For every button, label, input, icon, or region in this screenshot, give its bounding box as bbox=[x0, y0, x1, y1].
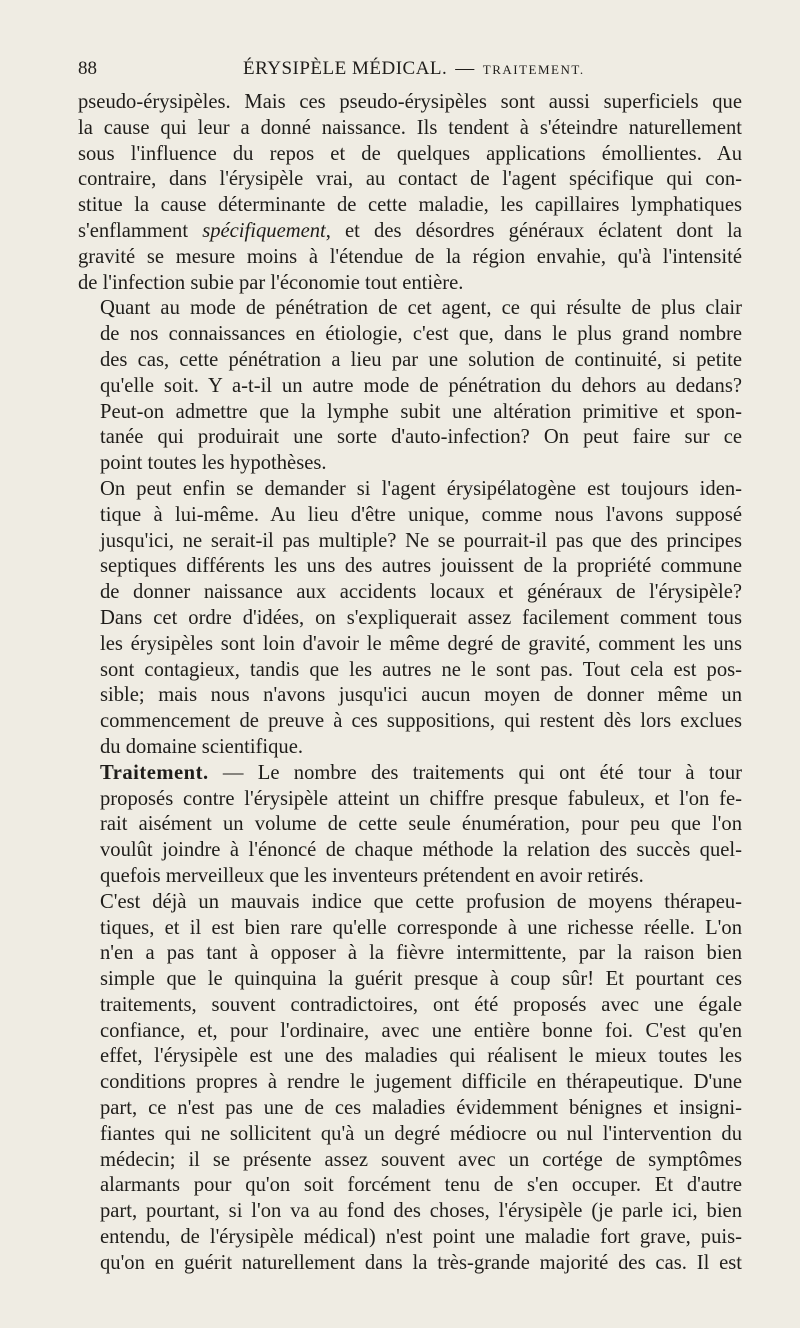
text-line bbox=[78, 219, 742, 245]
text-line: septiques différents les uns des autres jouissent de la propriété commune bbox=[100, 555, 742, 578]
text-line: conditions propres à rendre le jugement difficile en thérapeutique. D'une bbox=[100, 1071, 742, 1094]
text-line: pseudo-érysipèles. Mais ces pseudo-érysipèles sont aussi superficiels que bbox=[78, 91, 742, 113]
text-line bbox=[78, 761, 742, 787]
text-line: effet, l'érysipèle est une des maladies qui réalisent le mieux toutes les bbox=[100, 1045, 742, 1068]
text-line: Peut-on admettre que la lymphe subit une altération primitive et spon- bbox=[100, 400, 742, 423]
title-separator: — bbox=[455, 58, 475, 79]
text-line: point toutes les hypothèses. bbox=[100, 452, 327, 475]
text-line: C'est déjà un mauvais indice que cette profusion de moyens thérapeu- bbox=[100, 890, 742, 913]
text-run: s'enflamment bbox=[78, 219, 203, 242]
running-title bbox=[243, 58, 585, 80]
text-line: voulût joindre à l'énoncé de chaque méthode la relation des succès quel- bbox=[100, 839, 742, 862]
text-line: des cas, cette pénétration a lieu par une solution de continuité, si petite bbox=[100, 348, 742, 371]
paragraph-3 bbox=[78, 477, 742, 761]
text-line: sont contagieux, tandis que les autres ne le sont pas. Tout cela est pos- bbox=[100, 658, 742, 681]
text-line: proposés contre l'érysipèle atteint un chiffre presque fabuleux, et l'on fe- bbox=[100, 787, 742, 810]
text-line: quefois merveilleux que les inventeurs prétendent en avoir retirés. bbox=[100, 864, 644, 887]
text-line: qu'on en guérit naturellement dans la très-grande majorité des cas. Il est bbox=[100, 1251, 742, 1274]
body-text bbox=[78, 90, 742, 1277]
text-line: les érysipèles sont loin d'avoir le même degré de gravité, comment les uns bbox=[100, 632, 742, 655]
text-line: tique à lui-même. Au lieu d'être unique, comme nous l'avons supposé bbox=[100, 503, 742, 526]
page-number: 88 bbox=[78, 58, 97, 79]
text-line: traitements, souvent contradictoires, ont été proposés avec une égale bbox=[100, 993, 742, 1016]
text-line: jusqu'ici, ne serait-il pas multiple? Ne se pourrait-il pas que des principes bbox=[100, 529, 742, 552]
text-line: de l'infection subie par l'économie tout entière. bbox=[78, 271, 464, 294]
text-line: entendu, de l'érysipèle médical) n'est point une maladie fort grave, puis- bbox=[100, 1226, 742, 1249]
section-label: TRAITEMENT. bbox=[482, 62, 585, 77]
text-line: part, pourtant, si l'on va au fond des choses, l'érysipèle (je parle ici, bien bbox=[100, 1200, 742, 1223]
text-line: gravité se mesure moins à l'étendue de la région envahie, qu'à l'intensité bbox=[78, 245, 742, 268]
section-heading-traitement: Traitement. bbox=[100, 761, 209, 784]
text-line: de nos connaissances en étiologie, c'est que, dans le plus grand nombre bbox=[100, 323, 742, 346]
text-line: contraire, dans l'érysipèle vrai, au contact de l'agent spécifique qui con- bbox=[78, 168, 742, 191]
text-run: , et des désordres généraux éclatent dont la bbox=[325, 219, 742, 242]
text-line: rait aisément un volume de cette seule énumération, pour peu que l'on bbox=[100, 813, 742, 836]
text-line: Dans cet ordre d'idées, on s'expliquerait assez facilement comment tous bbox=[100, 606, 742, 629]
paragraph-2 bbox=[78, 296, 742, 477]
text-line: tanée qui produirait une sorte d'auto-infection? On peut faire sur ce bbox=[100, 426, 742, 449]
text-line: stitue la cause déterminante de cette maladie, les capillaires lymphatiques bbox=[78, 194, 742, 217]
title-text: ÉRYSIPÈLE MÉDICAL. bbox=[243, 58, 448, 79]
text-line: fiantes qui ne sollicitent qu'à un degré médiocre ou nul l'intervention du bbox=[100, 1122, 742, 1145]
emphasis-specifiquement: spécifiquement bbox=[202, 219, 326, 242]
text-line: de donner naissance aux accidents locaux et généraux de l'érysipèle? bbox=[100, 581, 742, 604]
text-line: On peut enfin se demander si l'agent érysipélatogène est toujours iden- bbox=[100, 477, 742, 500]
text-line: médecin; il se présente assez souvent avec un cortége de symptômes bbox=[100, 1148, 742, 1171]
text-line: part, ce n'est pas une de ces maladies évidemment bénignes et insigni- bbox=[100, 1097, 742, 1120]
paragraph-5 bbox=[78, 890, 742, 1277]
text-line: Quant au mode de pénétration de cet agent, ce qui résulte de plus clair bbox=[100, 297, 742, 320]
text-line: sible; mais nous n'avons jusqu'ici aucun moyen de donner même un bbox=[100, 684, 742, 707]
paragraph-traitement bbox=[78, 761, 742, 890]
text-line: la cause qui leur a donné naissance. Ils tendent à s'éteindre naturellement bbox=[78, 116, 742, 139]
text-line: tiques, et il est bien rare qu'elle corresponde à une richesse réelle. L'on bbox=[100, 916, 742, 939]
paragraph-1 bbox=[78, 90, 742, 296]
text-line: sous l'influence du repos et de quelques applications émollientes. Au bbox=[78, 142, 742, 165]
text-line: commencement de preuve à ces suppositions, qui restent dès lors exclues bbox=[100, 710, 742, 733]
text-line: simple que le quinquina la guérit presque à coup sûr! Et pourtant ces bbox=[100, 968, 742, 991]
text-line: n'en a pas tant à opposer à la fièvre intermittente, par la raison bien bbox=[100, 942, 742, 965]
text-line: qu'elle soit. Y a-t-il un autre mode de pénétration du dehors au dedans? bbox=[100, 374, 742, 397]
text-line: du domaine scientifique. bbox=[100, 735, 304, 758]
text-line: confiance, et, pour l'ordinaire, avec une entière bonne foi. C'est qu'en bbox=[100, 1019, 742, 1042]
text-run: — Le nombre des traitements qui ont été tour à tour bbox=[208, 761, 742, 784]
text-line: alarmants pour qu'on soit forcément tenu de s'en occuper. Et d'autre bbox=[100, 1174, 742, 1197]
running-head bbox=[78, 58, 748, 82]
